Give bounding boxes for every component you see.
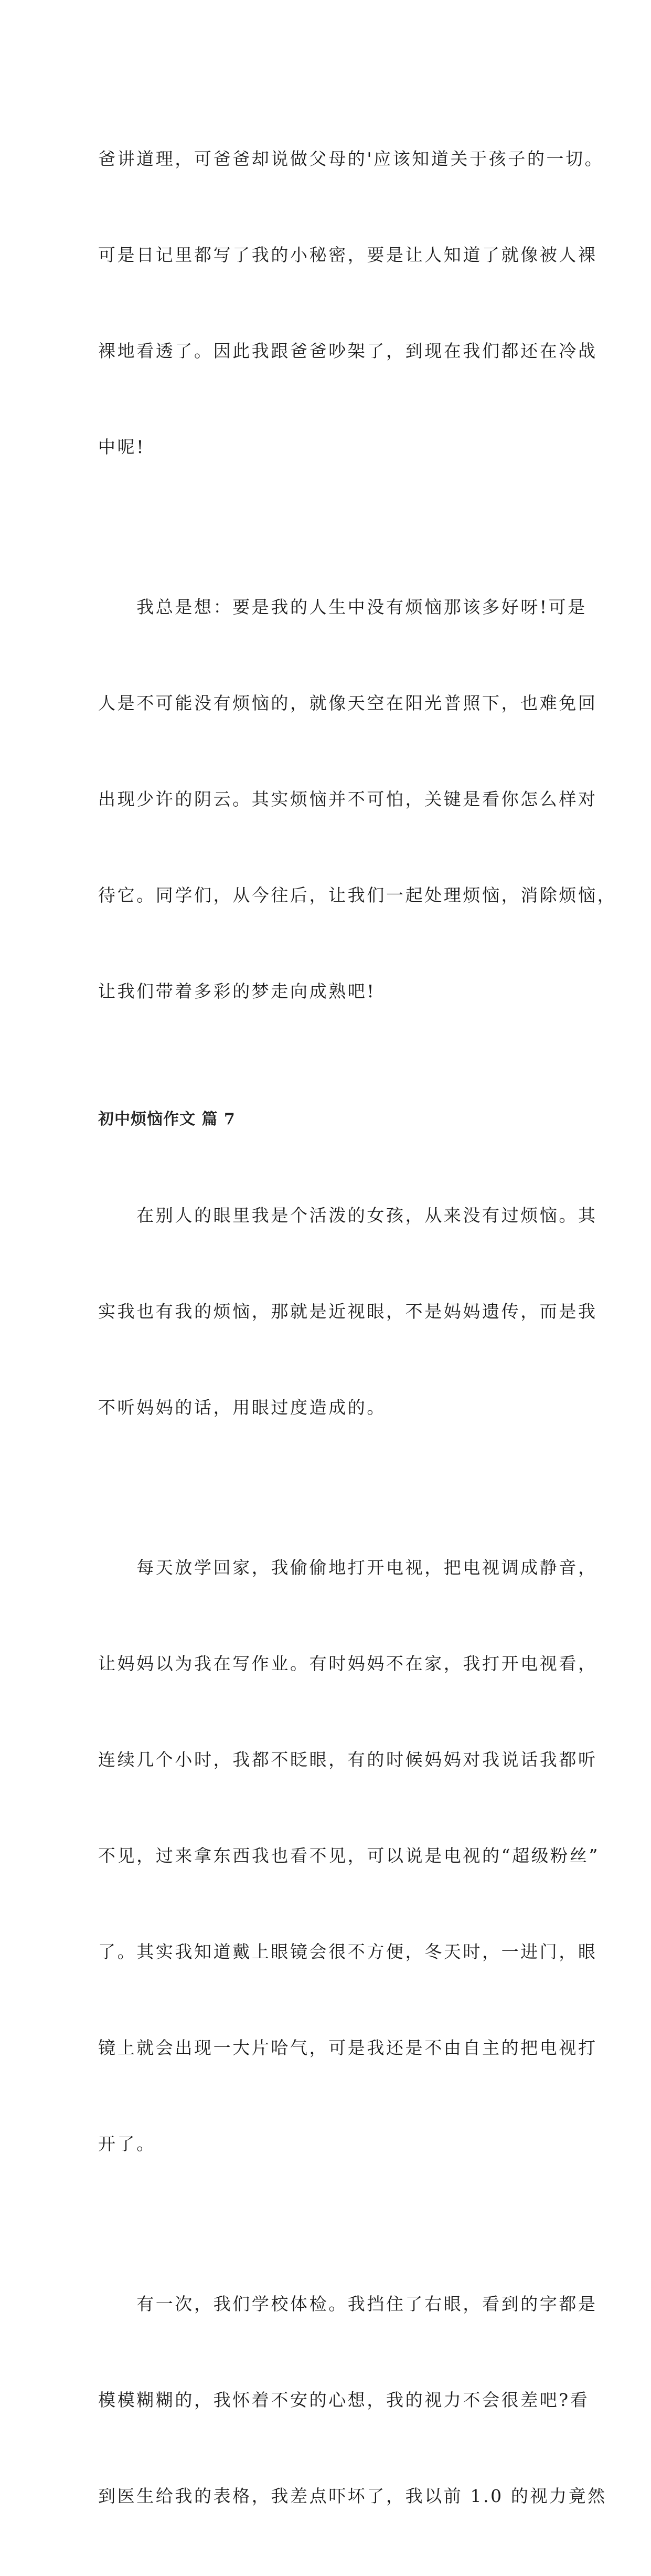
paragraph-5	[98, 2224, 607, 2576]
section-heading: 初中烦恼作文 篇 7	[98, 1110, 236, 1128]
text-line: 出现少许的阴云。其实烦恼并不可怕，关键是看你怎么样对	[98, 789, 597, 809]
text-line: 每天放学回家，我偷偷地打开电视，把电视调成静音，	[98, 1557, 597, 1578]
text-line: 镜上就会出现一大片哈气，可是我还是不由自主的把电视打	[98, 2037, 597, 2058]
text-line: 不见，过来拿东西我也看不见，可以说是电视的“超级粉丝”	[98, 1845, 600, 1866]
text-line: 让妈妈以为我在写作业。有时妈妈不在家，我打开电视看，	[98, 1653, 597, 1674]
paragraph-1	[98, 79, 604, 527]
text-line: 爸讲道理，可爸爸却说做父母的'应该知道关于孩子的一切。	[98, 149, 604, 169]
text-line: 裸地看透了。因此我跟爸爸吵架了，到现在我们都还在冷战	[98, 341, 597, 361]
text-line: 模模糊糊的，我怀着不安的心想，我的视力不会很差吧?看	[98, 2390, 590, 2410]
text-line: 让我们带着多彩的梦走向成熟吧!	[98, 981, 376, 1001]
text-line: 有一次，我们学校体检。我挡住了右眼，看到的字都是	[98, 2294, 597, 2314]
text-line: 中呢!	[98, 437, 146, 457]
text-line: 开了。	[98, 2134, 156, 2154]
text-line: 待它。同学们，从今往后，让我们一起处理烦恼，消除烦恼，	[98, 885, 617, 905]
paragraph-3	[98, 1135, 597, 1487]
text-line: 连续几个小时，我都不眨眼，有的时候妈妈对我说话我都听	[98, 1749, 597, 1770]
paragraph-2	[98, 527, 617, 1071]
text-line: 了。其实我知道戴上眼镜会很不方便，冬天时，一进门，眼	[98, 1941, 597, 1962]
text-line: 我总是想：要是我的人生中没有烦恼那该多好呀!可是	[98, 597, 587, 617]
paragraph-4	[98, 1487, 600, 2224]
text-line: 人是不可能没有烦恼的，就像天空在阳光普照下，也难免回	[98, 693, 597, 713]
text-line: 不听妈妈的话，用眼过度造成的。	[98, 1397, 386, 1418]
text-line: 到医生给我的表格，我差点吓坏了，我以前 1.0 的视力竟然	[98, 2486, 607, 2506]
document-page	[98, 79, 617, 2576]
section-spacer	[98, 1071, 560, 1103]
text-line: 实我也有我的烦恼，那就是近视眼，不是妈妈遗传，而是我	[98, 1301, 597, 1322]
text-line: 可是日记里都写了我的小秘密，要是让人知道了就像被人裸	[98, 245, 597, 265]
text-line: 在别人的眼里我是个活泼的女孩，从来没有过烦恼。其	[98, 1205, 597, 1226]
